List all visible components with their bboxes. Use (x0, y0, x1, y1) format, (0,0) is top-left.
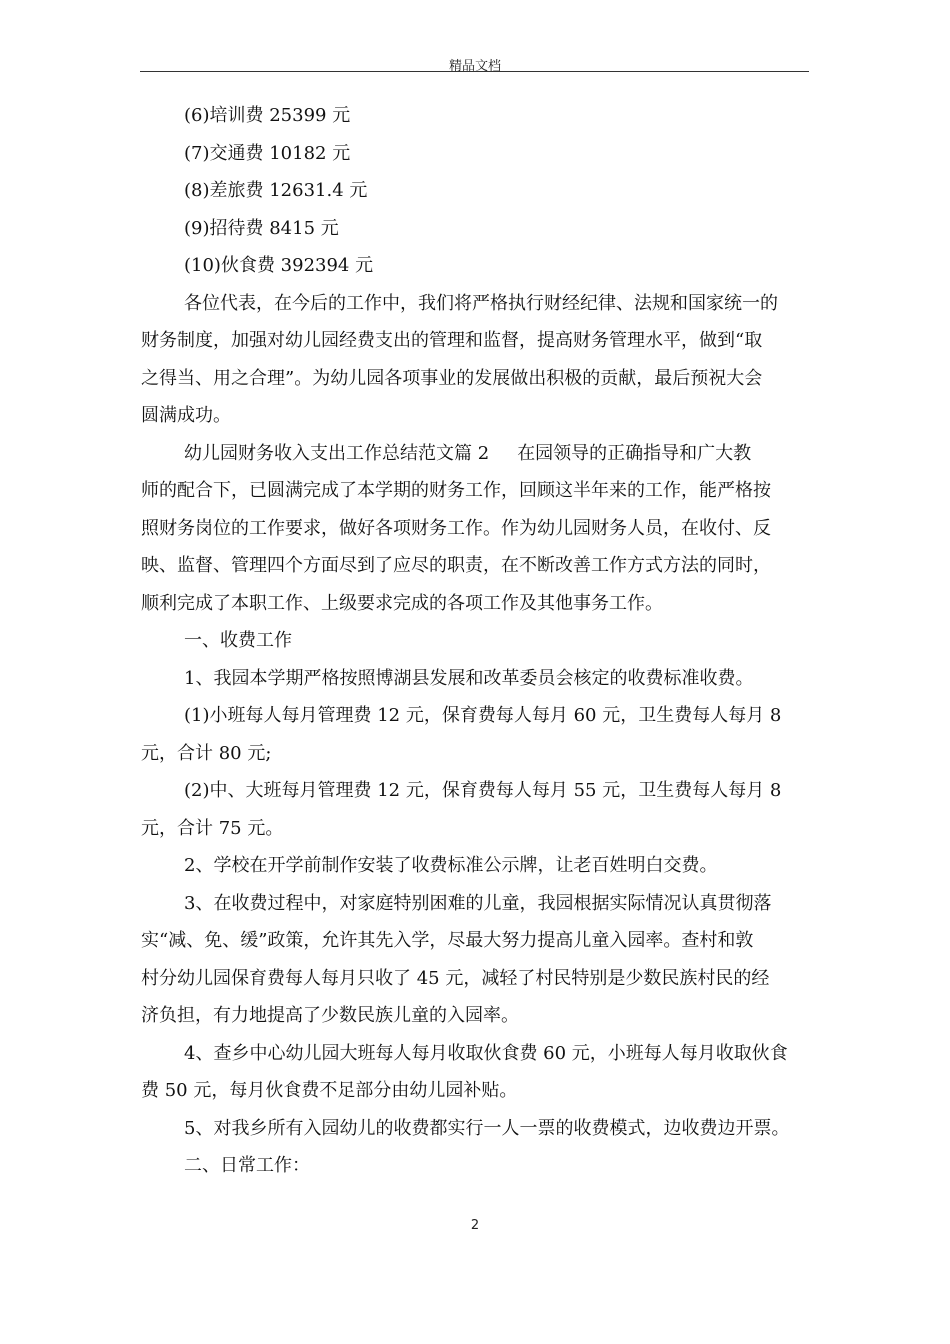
expense-item: (9)招待费 8415 元 (184, 217, 339, 239)
paragraph-line: 映、监督、管理四个方面尽到了应尽的职责，在不断改善工作方式方法的同时， (141, 555, 771, 576)
section-heading: 一、收费工作 (184, 630, 292, 651)
paragraph-text: 在园领导的正确指导和广大教 (517, 442, 752, 464)
document-body (141, 97, 807, 1185)
paragraph-line: 财务制度，加强对幼儿园经费支出的管理和监督，提高财务管理水平，做到“取 (141, 330, 763, 351)
paragraph-line: 村分幼儿园保育费每人每月只收了 45 元，减轻了村民特别是少数民族村民的经 (141, 967, 770, 989)
paragraph-line: 费 50 元，每月伙食费不足部分由幼儿园补贴。 (141, 1080, 518, 1101)
paragraph-line: 5、对我乡所有入园幼儿的收费都实行一人一票的收费模式，边收费边开票。 (184, 1117, 790, 1139)
expense-item: (8)差旅费 12631.4 元 (184, 180, 368, 201)
page-header: 精品文档 (448, 59, 501, 74)
paragraph-line: 照财务岗位的工作要求，做好各项财务工作。作为幼儿园财务人员，在收付、反 (141, 517, 771, 539)
paragraph-line: 顺利完成了本职工作、上级要求完成的各项工作及其他事务工作。 (141, 592, 663, 614)
article-title-line (141, 435, 807, 473)
paragraph-line: 济负担，有力地提高了少数民族儿童的入园率。 (141, 1005, 519, 1026)
paragraph-line: 各位代表，在今后的工作中，我们将严格执行财经纪律、法规和国家统一的 (184, 292, 778, 314)
paragraph-line: 4、查乡中心幼儿园大班每人每月收取伙食费 60 元，小班每人每月收取伙食 (184, 1042, 788, 1064)
paragraph-line: 2、学校在开学前制作安装了收费标准公示牌，让老百姓明白交费。 (184, 855, 718, 876)
paragraph-line: 元，合计 80 元; (141, 742, 272, 764)
paragraph-line: 3、在收费过程中，对家庭特别困难的儿童，我园根据实际情况认真贯彻落 (184, 892, 772, 914)
expense-item: (10)伙食费 392394 元 (184, 255, 374, 276)
paragraph-line: 师的配合下，已圆满完成了本学期的财务工作，回顾这半年来的工作，能严格按 (141, 480, 771, 501)
header-divider (140, 71, 809, 72)
paragraph-line: (2)中、大班每月管理费 12 元，保育费每人每月 55 元，卫生费每人每月 8 (184, 780, 782, 801)
expense-item: (7)交通费 10182 元 (184, 142, 351, 164)
section-heading: 二、日常工作： (184, 1155, 310, 1176)
paragraph-line: 之得当、用之合理”。为幼儿园各项事业的发展做出积极的贡献，最后预祝大会 (141, 367, 763, 389)
paragraph-line: 实“减、免、缓”政策，允许其先入学，尽最大努力提高儿童入园率。查村和敦 (141, 930, 754, 951)
page-number: 2 (470, 1218, 480, 1233)
paragraph-line: (1)小班每人每月管理费 12 元，保育费每人每月 60 元，卫生费每人每月 8 (184, 705, 782, 726)
paragraph-line: 元，合计 75 元。 (141, 817, 284, 839)
expense-item: (6)培训费 25399 元 (184, 105, 351, 126)
article-title: 幼儿园财务收入支出工作总结范文篇 2 (184, 442, 490, 464)
paragraph-line: 1、我园本学期严格按照博湖县发展和改革委员会核定的收费标准收费。 (184, 667, 754, 689)
paragraph-line: 圆满成功。 (141, 405, 231, 426)
